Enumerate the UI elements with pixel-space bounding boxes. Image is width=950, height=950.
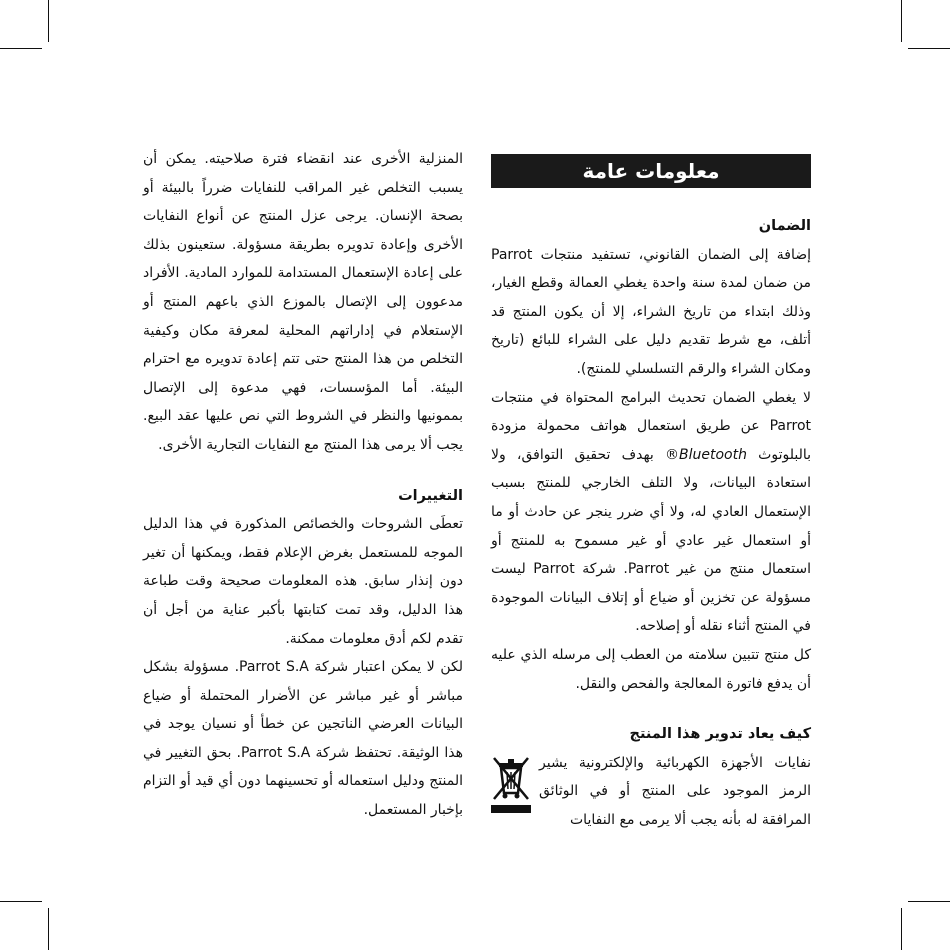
warranty-heading: الضمان [758,218,811,234]
warranty-paragraph-3: كل منتج تتبين سلامته من العطب إلى مرسله الذي عليه أن يدفع فاتورة المعالجة والفحص والنقل. [491,646,811,692]
recycle-heading: كيف يعاد تدوير هذا المنتج [629,726,811,743]
left-column [143,145,463,825]
crop-mark [0,48,42,49]
bluetooth-term: Bluetooth® [665,446,747,463]
recycle-section [491,749,811,835]
crop-mark [908,48,950,49]
crop-mark [901,0,902,42]
warranty-paragraph-2 [491,384,811,641]
recycle-bar [491,805,531,813]
disposal-paragraph: المنزلية الأخرى عند انقضاء فترة صلاحيته. يمكن أن يسبب التخلص غير المراقب للنفايات ضرراً بالبيئة أو بصحة الإنسان. يرجى عزل المنتج عن أنواع النفايات الأخرى وإعادة تدويره بطريقة مسؤولة. ستعينون بذلك على إعادة الإستعمال المستدامة للموارد المادية. الأفراد مدعوون إلى الإتصال بالموزع الذي باعهم المنتج أو الإستعلام في إداراتهم المحلية لمعرفة مكان وكيفية التخلص من هذا المنتج حتى تتم إعادة تدويره مع احترام البيئة. أما المؤسسات، فهي مدعوة إلى الإتصال بممونيها والنظر في الشروط التي نص عليها عقد البيع. يجب ألا يرمى هذا المنتج مع النفايات التجارية الأخرى. [143,151,463,453]
general-info-banner: معلومات عامة [491,154,811,188]
crossed-out-wheelie-bin-icon [491,749,531,835]
changes-paragraph: تعطَى الشروحات والخصائص المذكورة في هذا الدليل الموجه للمستعمل بغرض الإعلام فقط، ويمكنها أن تغير دون إنذار سابق. هذه المعلومات صحيحة وقت طباعة هذا الدليل، وقد تمت كتابتها بأكبر عناية من أجل أن تقدم لكم أدق معلومات ممكنة. [143,516,463,647]
right-column [491,154,811,834]
changes-heading: التغييرات [398,487,463,504]
liability-paragraph: لكن لا يمكن اعتبار شركة Parrot S.A. مسؤولة بشكل مباشر أو غير مباشر عن الأضرار المحتملة أو ضياع البيانات العرضي الناتجين عن خطأ أو نسيان يوجد في هذا الوثيقة. تحتفظ شركة Parrot S.A. بحق التغيير في المنتج ودليل استعماله أو تحسينهما دون أي قيد أو التزام بإخبار المستعمل. [143,659,463,819]
warranty-text-pre: لا يغطي الضمان تحديث البرامج المحتواة في منتجات Parrot عن طريق استعمال هواتف محمولة مزودة بالبلوتوث [491,389,812,463]
recycle-paragraph: نفايات الأجهزة الكهربائية والإلكترونية يشير الرمز الموجود على المنتج أو في الوثائق المرافقة له بأنه يجب ألا يرمى مع النفايات [539,754,811,828]
crop-mark [48,0,49,42]
crop-mark [0,901,42,902]
crop-mark [901,908,902,950]
crop-mark [908,901,950,902]
warranty-text-post: بهدف تحقيق التوافق، ولا استعادة البيانات، ولا التلف الخارجي للمنتج بسبب الإستعمال العادي له، ولا أي ضرر ينجر عن حادث أو ما أو استعمال غير عادي أو غير مسموح به للمنتج أو استعمال منتج من غير Parrot. شركة Parrot ليست مسؤولة عن تخزين أو ضياع أو إتلاف البيانات الموجودة في المنتج أثناء نقله أو إصلاحه. [491,446,811,635]
crop-mark [48,908,49,950]
warranty-paragraph-1: إضافة إلى الضمان القانوني، تستفيد منتجات Parrot من ضمان لمدة سنة واحدة يغطي العمالة وقطع الغيار، وذلك ابتداء من تاريخ الشراء، إلا أن يكون المنتج قد أتلف، مع شرط تقديم دليل على الشراء للبائع (تاريخ ومكان الشراء والرقم التسلسلي للمنتج). [491,246,811,377]
